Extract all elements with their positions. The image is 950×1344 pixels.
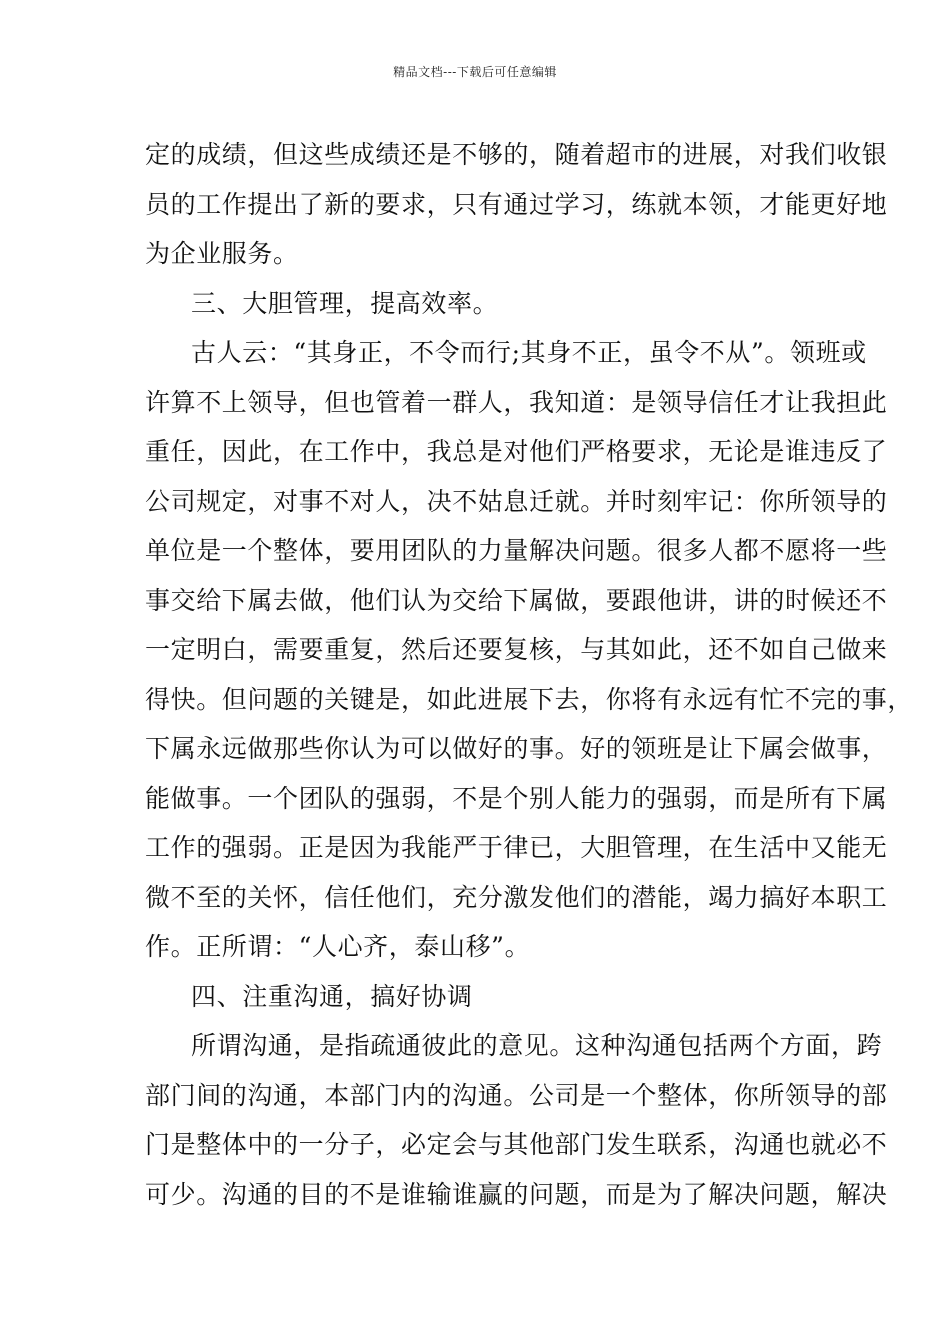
text-line: 许算不上领导，但也管着一群人，我知道：是领导信任才让我担此 bbox=[145, 387, 888, 417]
text-line: 部门间的沟通，本部门内的沟通。公司是一个整体，你所领导的部 bbox=[145, 1080, 888, 1110]
text-line: 重任，因此，在工作中，我总是对他们严格要求，无论是谁违反了 bbox=[145, 437, 888, 466]
text-line: 公司规定，对事不对人，决不姑息迁就。并时刻牢记：你所领导的 bbox=[145, 486, 888, 516]
text-line: 定的成绩，但这些成绩还是不够的，随着超市的进展，对我们收银 bbox=[145, 140, 888, 169]
page-header: 精品文档---下载后可任意编辑 bbox=[393, 65, 557, 79]
text-line: 作。正所谓：“人心齐，泰山移”。 bbox=[145, 932, 531, 961]
text-line: 事交给下属去做，他们认为交给下属做，要跟他讲，讲的时候还不 bbox=[145, 585, 888, 615]
text-line: 单位是一个整体，要用团队的力量解决问题。很多人都不愿将一些 bbox=[145, 536, 888, 565]
document-body bbox=[145, 130, 914, 1219]
section-heading: 三、大胆管理，提高效率。 bbox=[191, 288, 499, 318]
text-line: 工作的强弱。正是因为我能严于律已，大胆管理，在生活中又能无 bbox=[145, 833, 888, 862]
text-line: 微不至的关怀，信任他们，充分激发他们的潜能，竭力搞好本职工 bbox=[145, 882, 888, 912]
text-line: 能做事。一个团队的强弱，不是个别人能力的强弱，而是所有下属 bbox=[145, 783, 888, 813]
text-line: 得快。但问题的关键是，如此进展下去，你将有永远有忙不完的事， bbox=[145, 684, 914, 714]
paragraph-start: 古人云：“其身正，不令而行;其身不正，虽令不从”。领班或 bbox=[191, 338, 867, 367]
text-line: 门是整体中的一分子，必定会与其他部门发生联系，沟通也就必不 bbox=[145, 1130, 888, 1159]
text-line: 一定明白，需要重复，然后还要复核，与其如此，还不如自己做来 bbox=[145, 635, 888, 664]
text-line: 员的工作提出了新的要求，只有通过学习，练就本领，才能更好地 bbox=[145, 189, 888, 219]
text-line: 为企业服务。 bbox=[145, 239, 299, 268]
section-heading: 四、注重沟通，搞好协调 bbox=[191, 981, 473, 1011]
text-line: 可少。沟通的目的不是谁输谁赢的问题，而是为了解决问题，解决 bbox=[145, 1179, 888, 1209]
paragraph-start: 所谓沟通，是指疏通彼此的意见。这种沟通包括两个方面，跨 bbox=[191, 1031, 883, 1060]
text-line: 下属永远做那些你认为可以做好的事。好的领班是让下属会做事， bbox=[145, 734, 888, 763]
